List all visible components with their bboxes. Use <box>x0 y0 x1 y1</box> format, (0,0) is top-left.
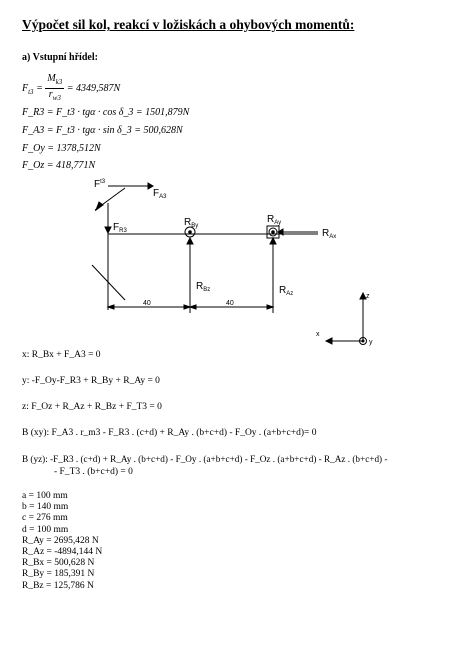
value-raz: R_Az = -4894,144 N <box>22 547 103 558</box>
section-heading: a) Vstupní hřídel: <box>22 52 98 63</box>
label-raz: $R_{Az}$ <box>279 285 294 297</box>
ft3-arrowhead <box>96 202 103 210</box>
balance-x: x: R_Bx + F_A3 = 0 <box>22 350 101 360</box>
label-rax: $R_{Ax}$ <box>322 228 337 240</box>
label-axis-y: y <box>369 339 373 346</box>
label-axis-x: x <box>316 331 320 338</box>
balance-moment-yz-line1: B (yz): -F_R3 . (c+d) + R_Ay . (b+c+d) - F_Oy . (a+b+c+d) - F_Oz . (a+b+c+d) - R_Az . (b+c+d) - <box>22 454 388 464</box>
value-a: a = 100 mm <box>22 491 68 501</box>
equation-foz: F_Oz = 418,771N <box>22 160 96 171</box>
value-rby: R_By = 185,391 N <box>22 569 95 580</box>
value-ray: R_Ay = 2695,428 N <box>22 535 99 546</box>
page-title: Výpočet sil kol, reakcí v ložiskách a ohybových momentů: <box>22 17 355 32</box>
balance-moment-xy: B (xy): F_A3 . r_m3 - F_R3 . (c+d) + R_Ay . (b+c+d) - F_Oy . (a+b+c+d)= 0 <box>22 428 317 438</box>
label-dim-2: 40 <box>226 300 234 307</box>
balance-y: y: -F_Oy-F_R3 + R_By + R_Ay = 0 <box>22 376 160 386</box>
label-dim-1: 40 <box>143 300 151 307</box>
rbz-arrowhead <box>187 238 193 244</box>
value-rbx: R_Bx = 500,628 N <box>22 558 95 569</box>
x-axis-arrowhead <box>326 338 332 344</box>
value-b: b = 140 mm <box>22 502 69 513</box>
equation-foy: F_Oy = 1378,512N <box>22 143 101 154</box>
equation-fr3: F_R3 = F_t3 · tgα · cos δ_3 = 1501,879N <box>22 107 190 118</box>
label-fr3: $F_{R3}$ <box>113 222 127 234</box>
value-d: d = 100 mm <box>22 524 69 535</box>
value-rbz: R_Bz = 125,786 N <box>22 580 94 591</box>
fr3-arrowhead <box>105 227 111 233</box>
label-ft3: $F^{t3}$ <box>94 179 106 190</box>
equation-fa3: F_A3 = F_t3 · tgα · sin δ_3 = 500,628N <box>22 125 183 136</box>
label-ray: $R_{Ay}$ <box>267 214 282 226</box>
raz-arrowhead <box>270 238 276 244</box>
label-rbz: $R_{Bz}$ <box>196 281 211 293</box>
force-diagram <box>0 175 450 350</box>
balance-z: z: F_Oz + R_Az + R_Bz + F_T3 = 0 <box>22 402 162 412</box>
balance-moment-yz-line2: - F_T3 . (b+c+d) = 0 <box>54 467 133 477</box>
value-c: c = 276 mm <box>22 513 68 524</box>
label-axis-z: z <box>366 293 370 300</box>
label-rby: $R_{By}$ <box>184 217 199 229</box>
equation-ft3: $F_{t3}$ = $\frac{M_{k3}}{r_{w3}}$ = 4349,587N <box>22 73 121 102</box>
values-list <box>22 491 102 592</box>
label-fa3: $F_{A3}$ <box>153 188 167 200</box>
